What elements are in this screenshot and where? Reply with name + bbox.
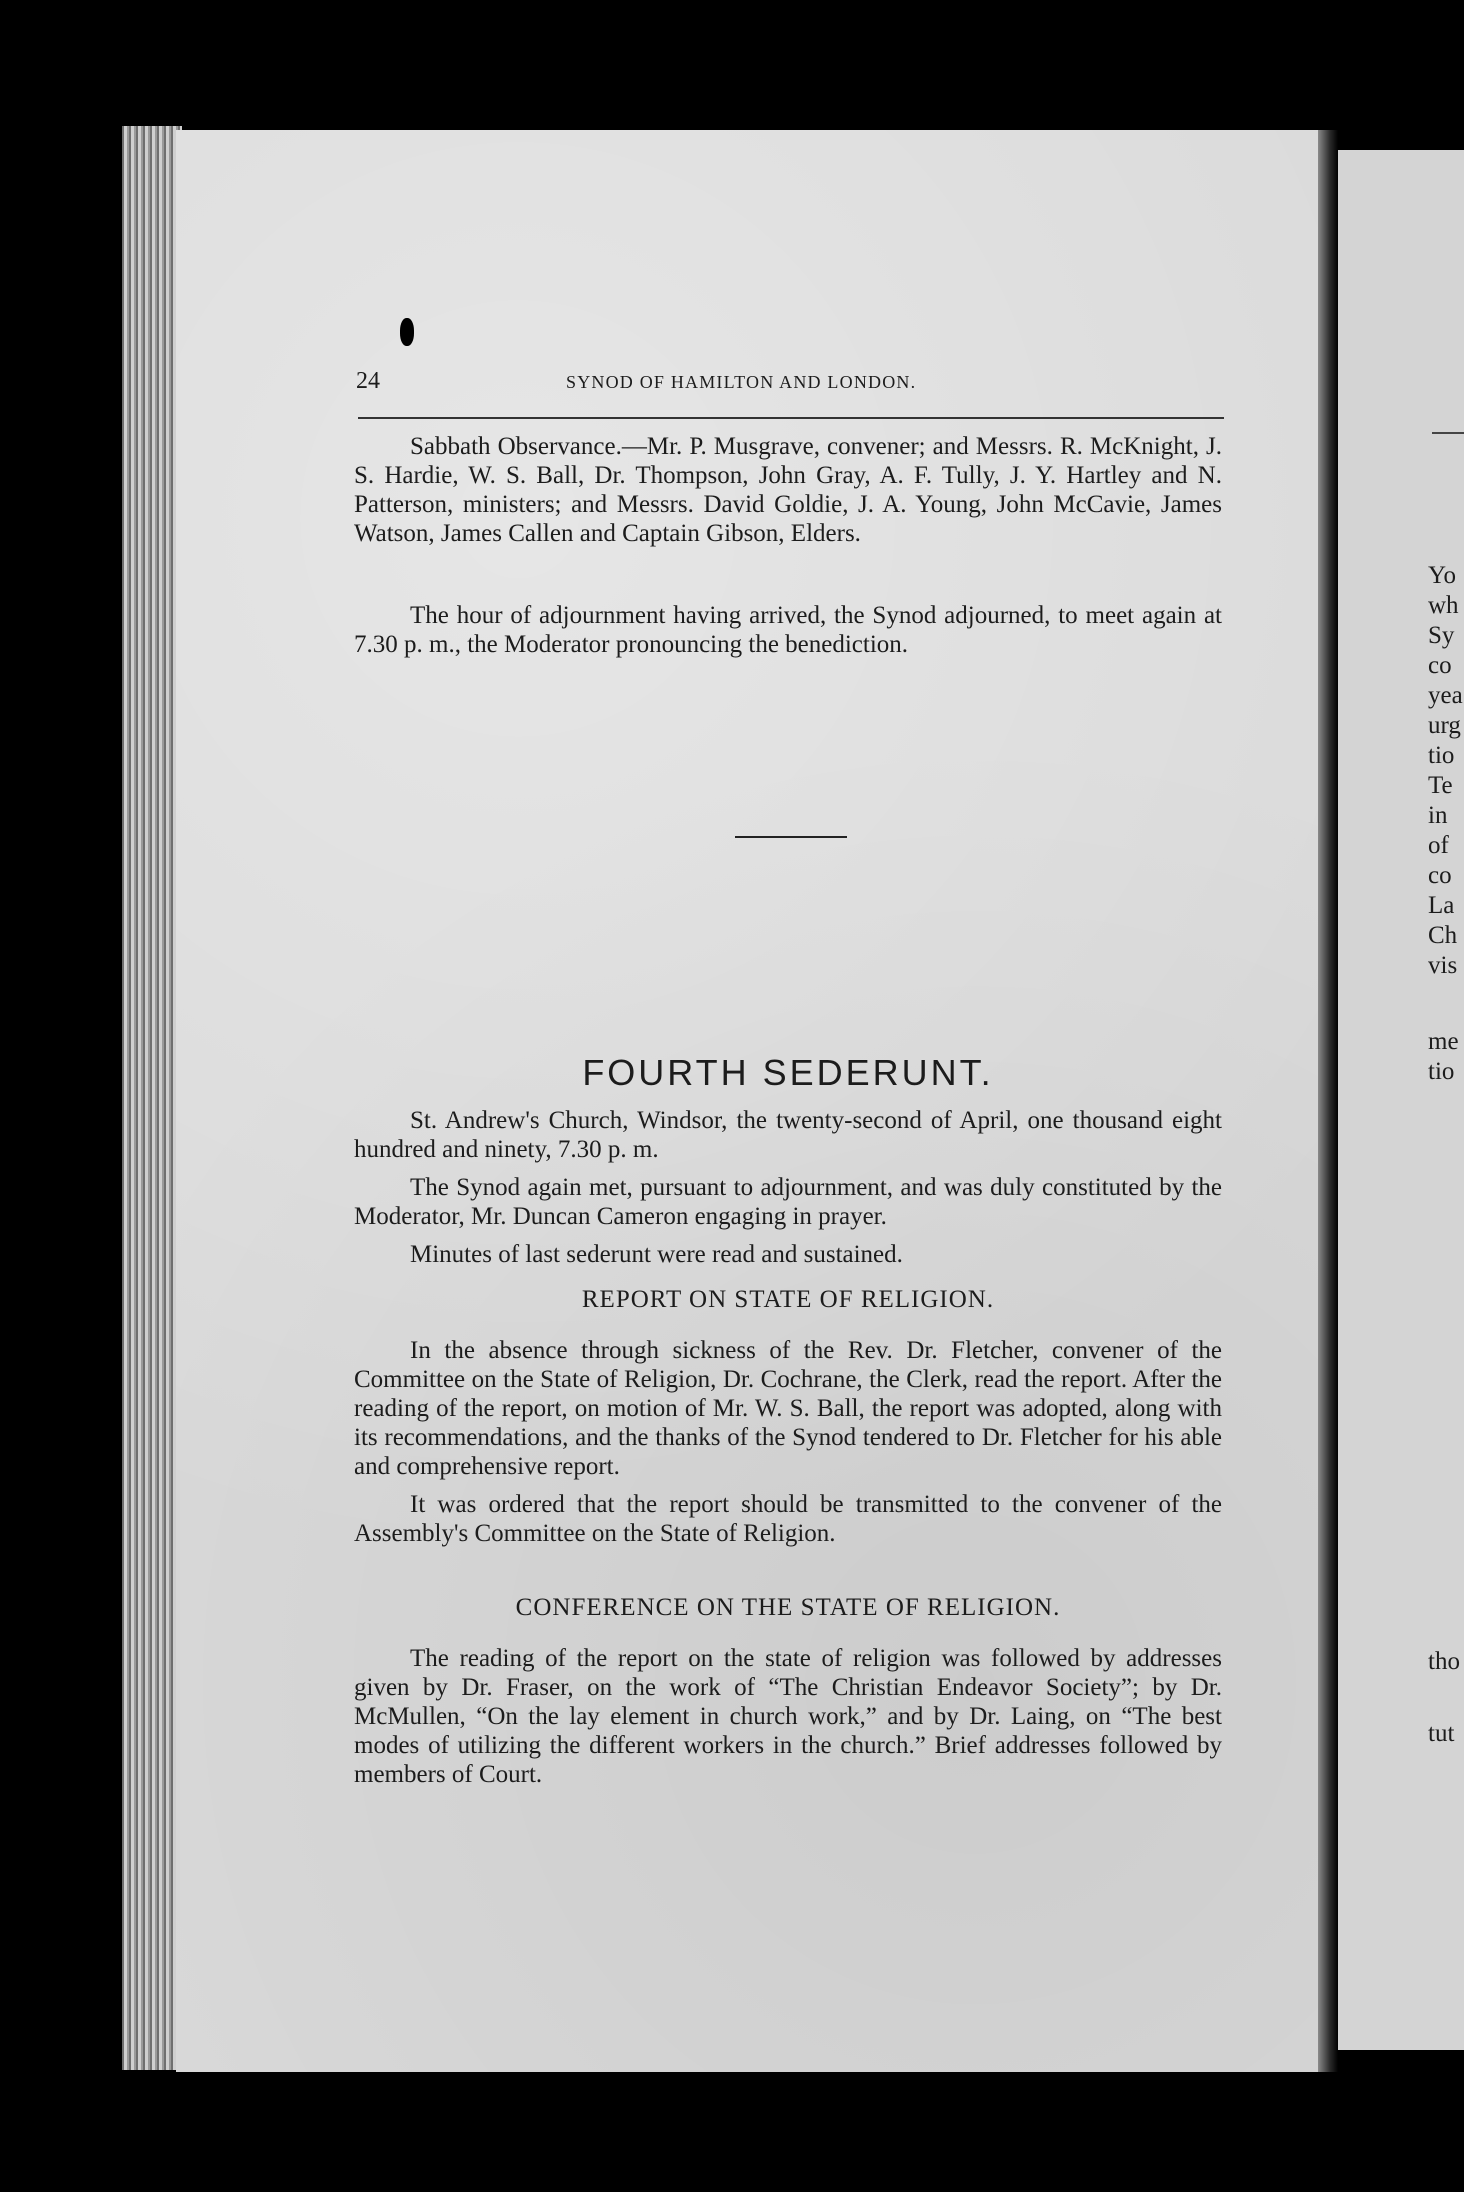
facing-page-text: co bbox=[1428, 652, 1452, 679]
running-title: SYNOD OF HAMILTON AND LONDON. bbox=[566, 372, 917, 392]
facing-page-text: vis bbox=[1428, 952, 1458, 979]
paragraph-location: St. Andrew's Church, Windsor, the twenty-second of April, one thousand eight hundred and ninety, 7.30 p. m. bbox=[354, 1107, 1222, 1163]
fourth-sederunt-block bbox=[354, 1106, 1222, 1269]
facing-page-text: tho bbox=[1428, 1648, 1460, 1675]
paragraph-transmit: It was ordered that the report should be transmitted to the convener of the Assembly's Committee on the State of Religion. bbox=[354, 1491, 1222, 1547]
sabbath-observance-block bbox=[354, 432, 1222, 548]
facing-page-text: me bbox=[1428, 1028, 1459, 1055]
subheading-conference: CONFERENCE ON THE STATE OF RELIGION. bbox=[515, 1594, 1061, 1621]
facing-page-text: tio bbox=[1428, 742, 1455, 769]
sabbath-paragraph: Sabbath Observance.—Mr. P. Musgrave, convener; and Messrs. R. McKnight, J. S. Hardie, W. S. Ball, Dr. Thompson, John Gray, A. F. Tully, J. Y. Hartley and N. Patterson, ministers; and Messrs. David Goldie, J. A. Young, John McCavie, James Watson, James Callen and Captain Gibson, Elders. bbox=[354, 433, 1222, 547]
paragraph-synod-met: The Synod again met, pursuant to adjournment, and was duly constituted by the Moderator, Mr. Duncan Cameron engaging in prayer. bbox=[354, 1174, 1222, 1230]
facing-page-text: co bbox=[1428, 862, 1452, 889]
book-gutter bbox=[1318, 130, 1338, 2072]
facing-page-text: yea bbox=[1428, 682, 1463, 709]
subheading-report: REPORT ON STATE OF RELIGION. bbox=[581, 1286, 995, 1313]
facing-page-text: tio bbox=[1428, 1058, 1455, 1085]
adjournment-paragraph: The hour of adjournment having arrived, the Synod adjourned, to meet again at 7.30 p. m., the Moderator pronouncing the benediction. bbox=[354, 602, 1222, 658]
adjournment-block bbox=[354, 601, 1222, 659]
section-heading: FOURTH SEDERUNT. bbox=[582, 1051, 994, 1093]
facing-page-text: urg bbox=[1428, 712, 1461, 739]
facing-page-text: in bbox=[1428, 802, 1448, 829]
facing-page-text: La bbox=[1428, 892, 1455, 919]
facing-page-text: of bbox=[1428, 832, 1449, 859]
facing-page-text: Ch bbox=[1428, 922, 1458, 949]
book-page-edges bbox=[122, 126, 182, 2070]
facing-page-fragment bbox=[1338, 150, 1464, 2050]
facing-page-rule bbox=[1432, 432, 1464, 434]
facing-page-text: tut bbox=[1428, 1720, 1455, 1747]
paragraph-report: In the absence through sickness of the Rev. Dr. Fletcher, convener of the Committee on the State of Religion, Dr. Cochrane, the Clerk, read the report. After the reading of the report, on motion of Mr. W. S. Ball, the report was adopted, along with its recommendations, and the thanks of the Synod tendered to Dr. Fletcher for his able and comprehensive report. bbox=[354, 1337, 1222, 1480]
ink-blot bbox=[400, 318, 414, 346]
running-header bbox=[356, 368, 1224, 408]
facing-page-text: Te bbox=[1428, 772, 1453, 799]
facing-page-text: Sy bbox=[1428, 622, 1455, 649]
facing-page-text: Yo bbox=[1428, 562, 1457, 589]
conference-block bbox=[354, 1644, 1222, 1789]
facing-page-text: wh bbox=[1428, 592, 1459, 619]
header-rule bbox=[358, 417, 1224, 419]
page-number: 24 bbox=[356, 368, 380, 394]
report-block bbox=[354, 1336, 1222, 1548]
paragraph-conference: The reading of the report on the state of religion was followed by addresses given by Dr. Fraser, on the work of “The Christian Endeavor Society”; by Dr. McMullen, “On the lay element in church work,” and by Dr. Laing, on “The best modes of utilizing the different workers in the church.” Brief addresses followed by members of Court. bbox=[354, 1645, 1222, 1788]
section-divider bbox=[735, 836, 847, 838]
paragraph-minutes: Minutes of last sederunt were read and sustained. bbox=[410, 1241, 903, 1268]
